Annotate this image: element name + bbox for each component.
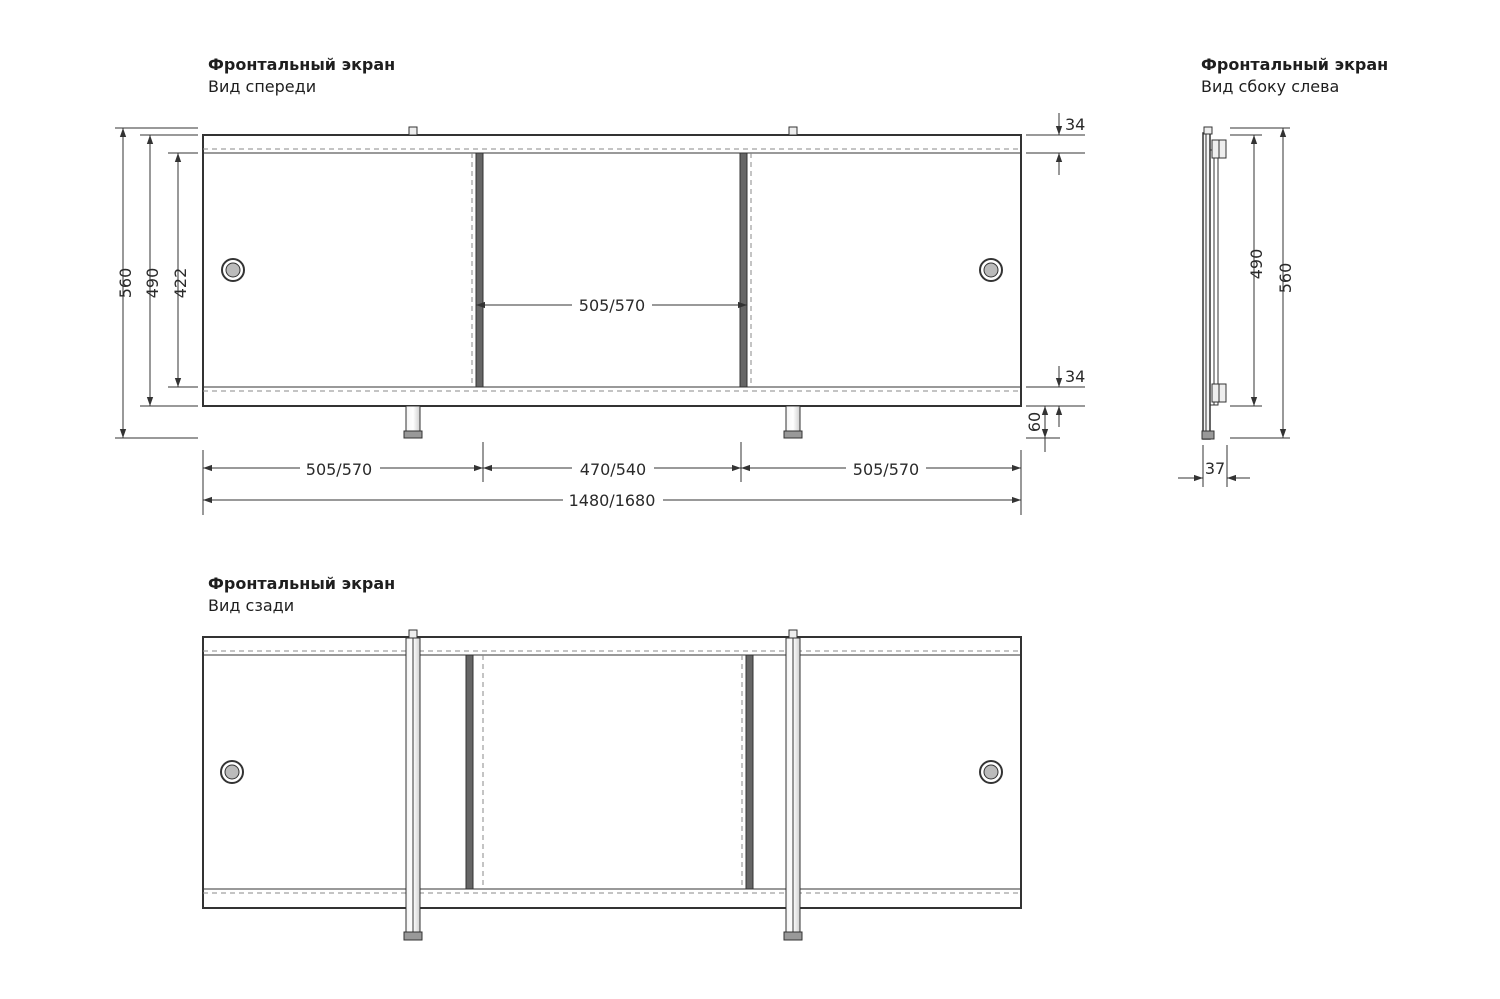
- side-height-panel-label: 490: [1247, 248, 1266, 280]
- leg-right: [784, 406, 802, 438]
- middle-door-left-edge: [472, 153, 483, 387]
- left-door-handle: [222, 259, 244, 281]
- back-left-handle: [221, 761, 243, 783]
- back-view-subtitle: Вид сзади: [208, 596, 295, 615]
- leg-left: [404, 406, 422, 438]
- side-foot: [1202, 431, 1214, 439]
- front-view-subtitle: Вид спереди: [208, 77, 317, 96]
- back-middle-door-right-edge: [742, 655, 753, 889]
- front-panel-frame: [203, 135, 1021, 406]
- side-top-bolt: [1204, 127, 1212, 134]
- back-middle-door-left-edge: [466, 655, 483, 889]
- back-panel-frame: [203, 637, 1021, 908]
- front-height-inner-label: 422: [171, 267, 190, 299]
- front-left-section-label: 505/570: [305, 460, 373, 479]
- back-support-post-left: [404, 630, 422, 940]
- middle-door-right-edge: [740, 153, 751, 387]
- front-height-panel-label: 490: [143, 267, 162, 299]
- side-bottom-clip: [1212, 384, 1226, 402]
- top-bolt-right: [789, 127, 797, 135]
- back-view-title: Фронтальный экран: [208, 574, 396, 593]
- front-middle-section-label: 470/540: [579, 460, 647, 479]
- side-view: [1178, 127, 1295, 487]
- side-view-subtitle: Вид сбоку слева: [1201, 77, 1340, 96]
- top-bolt-left: [409, 127, 417, 135]
- front-view-title: Фронтальный экран: [208, 55, 396, 74]
- front-right-section-label: 505/570: [852, 460, 920, 479]
- back-right-handle: [980, 761, 1002, 783]
- front-top-rail-label: 34: [1065, 115, 1086, 134]
- front-inner-span-label: 505/570: [578, 296, 646, 315]
- front-total-width-label: 1480/1680: [568, 491, 656, 510]
- front-height-total-label: 560: [116, 267, 135, 299]
- right-door-handle: [980, 259, 1002, 281]
- side-depth-label: 37: [1204, 459, 1226, 478]
- side-view-title: Фронтальный экран: [1201, 55, 1389, 74]
- front-view: [115, 113, 1085, 515]
- back-support-post-right: [784, 630, 802, 940]
- front-leg-label: 60: [1025, 411, 1044, 433]
- back-view: [203, 630, 1021, 940]
- side-height-total-label: 560: [1276, 262, 1295, 294]
- side-top-clip: [1212, 140, 1226, 158]
- front-bottom-rail-label: 34: [1065, 367, 1086, 386]
